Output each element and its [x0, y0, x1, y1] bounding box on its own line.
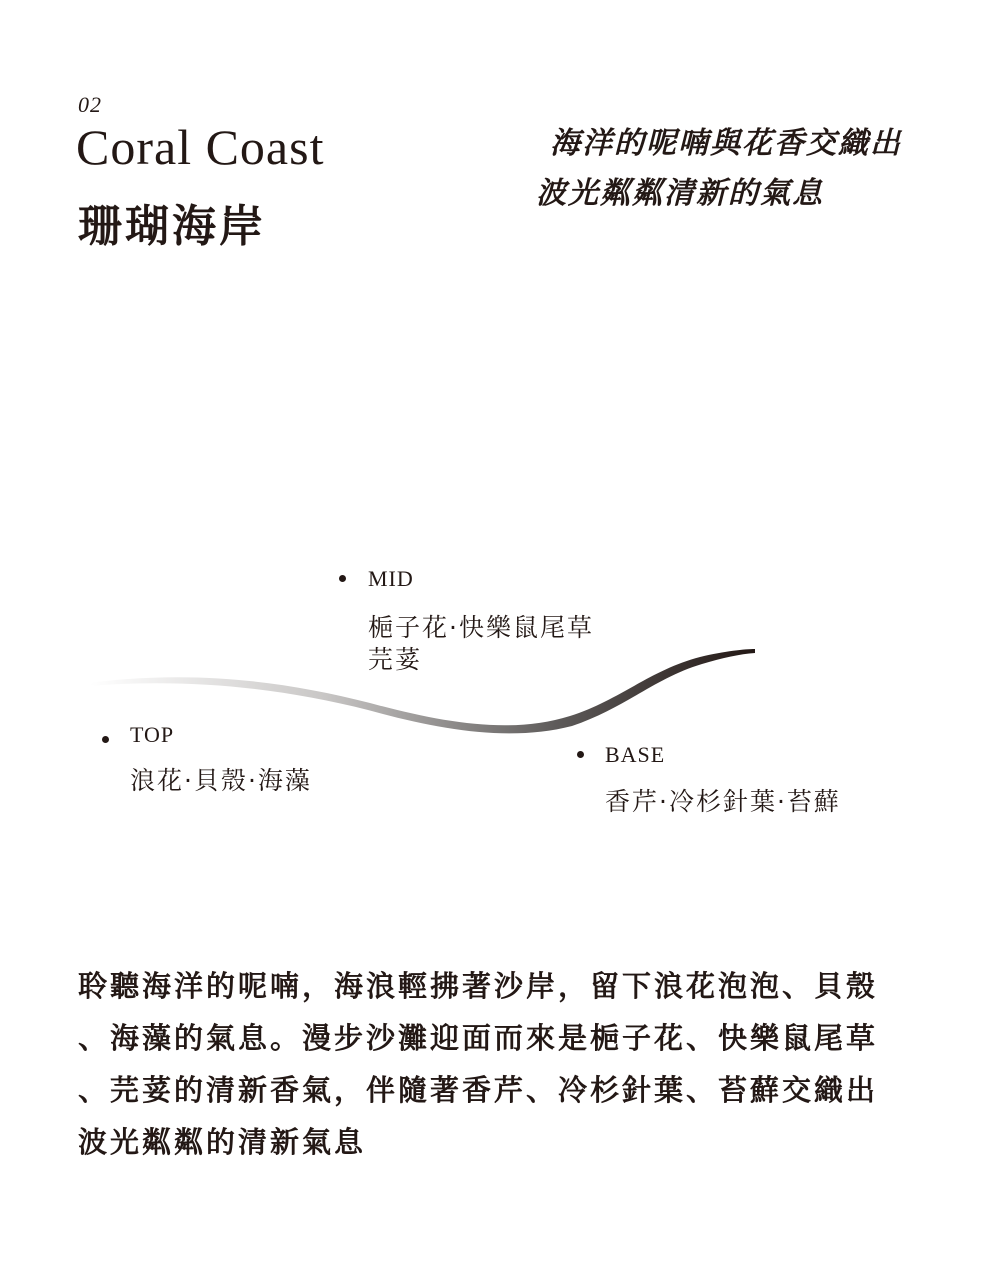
- base-bullet: [577, 751, 584, 758]
- description: [78, 960, 938, 1168]
- mid-bullet: [339, 575, 346, 582]
- title-english: Coral Coast: [76, 119, 325, 175]
- mid-ingredients-line-1: 梔子花·快樂鼠尾草: [368, 613, 594, 642]
- description-line-4: 波光粼粼的清新氣息: [78, 1125, 367, 1159]
- mid-ingredients-line-2: 芫荽: [368, 645, 423, 674]
- description-line-3: 、芫荽的清新香氣，伴隨著香芹、冷杉針葉、苔蘚交織出: [78, 1073, 879, 1107]
- top-ingredients: 浪花·貝殼·海藻: [130, 766, 312, 795]
- tagline-line-2: 波光粼粼清新的氣息: [536, 176, 824, 211]
- base-ingredients: 香芹·冷杉針葉·苔蘚: [605, 787, 841, 816]
- description-line-2: 、海藻的氣息。漫步沙灘迎面而來是梔子花、快樂鼠尾草: [78, 1021, 879, 1055]
- base-label: BASE: [605, 742, 666, 767]
- page-number: 02: [78, 92, 102, 117]
- top-label: TOP: [130, 722, 175, 747]
- tagline-line-1: 海洋的呢喃與花香交織出: [550, 126, 902, 161]
- mid-label: MID: [368, 566, 414, 591]
- top-bullet: [102, 736, 109, 743]
- title-chinese: 珊瑚海岸: [78, 201, 266, 252]
- description-line-1: 聆聽海洋的呢喃，海浪輕拂著沙岸，留下浪花泡泡、貝殼: [78, 969, 879, 1003]
